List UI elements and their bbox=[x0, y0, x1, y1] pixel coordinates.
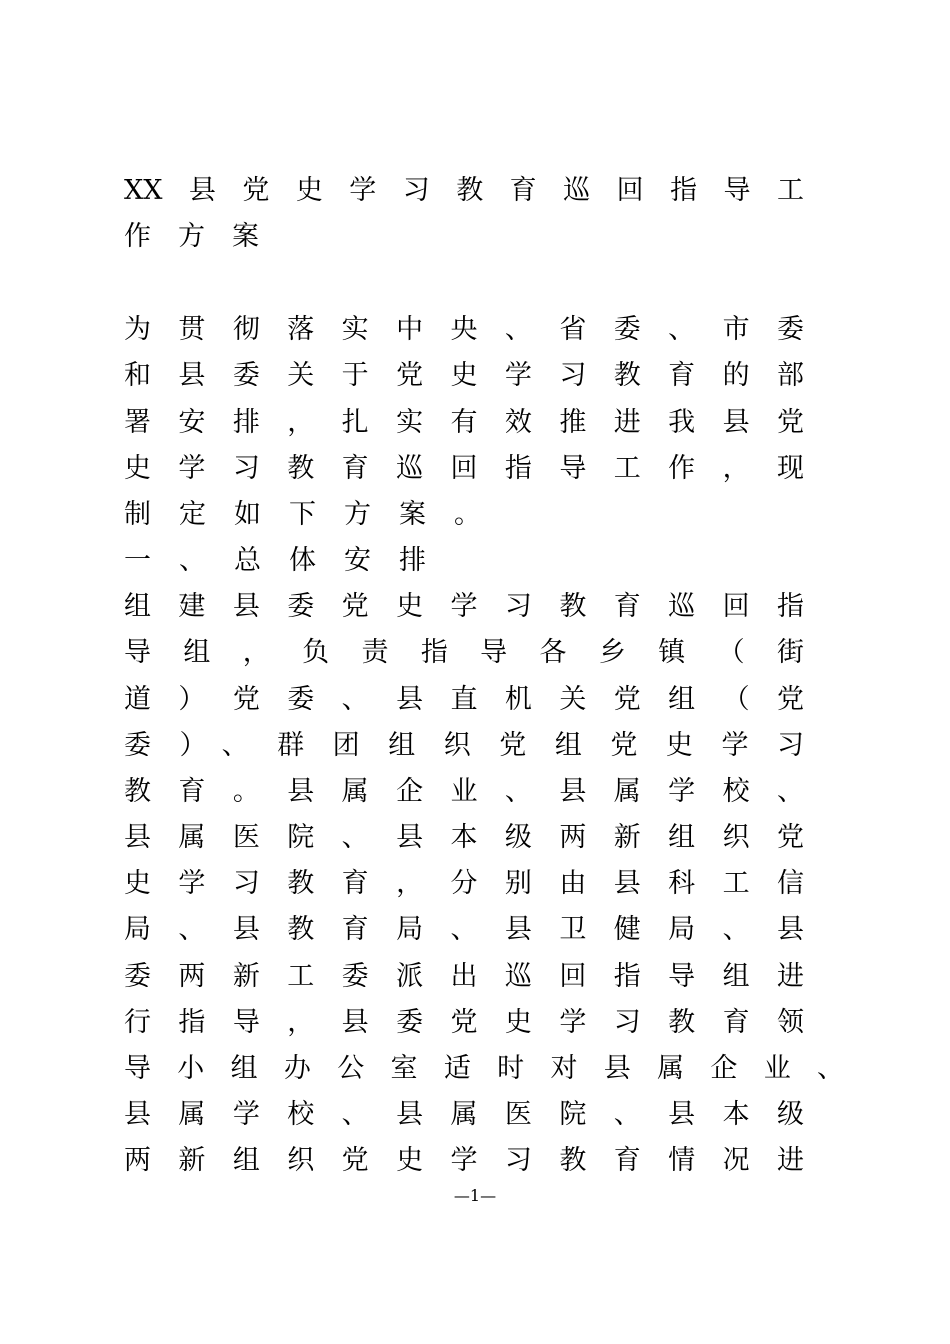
body-line-7: 组建县委党史学习教育巡回指 bbox=[124, 591, 804, 622]
body-line-3: 署安排，扎实有效推进我县党 bbox=[124, 407, 804, 438]
body-line-11: 教育。县属企业、县属学校、 bbox=[124, 776, 804, 807]
body-line-15: 委两新工委派出巡回指导组进 bbox=[124, 961, 804, 992]
page-number: —1— bbox=[453, 1186, 497, 1205]
body-line-18: 县属学校、县属医院、县本级 bbox=[124, 1099, 804, 1130]
body-line-9: 道）党委、县直机关党组（党 bbox=[124, 684, 804, 715]
body-line-13: 史学习教育，分别由县科工信 bbox=[124, 868, 804, 899]
body-line-10: 委）、群团组织党组党史学习 bbox=[124, 730, 804, 761]
body-line-1: 为贯彻落实中央、省委、市委 bbox=[124, 314, 804, 345]
body-line-12: 县属医院、县本级两新组织党 bbox=[124, 822, 804, 853]
title-line-1: XX县党史学习教育巡回指导工 bbox=[124, 175, 804, 206]
body-line-16: 行指导，县委党史学习教育领 bbox=[124, 1007, 804, 1038]
body-line-2: 和县委关于党史学习教育的部 bbox=[124, 360, 804, 391]
body-line-19: 两新组织党史学习教育情况进 bbox=[124, 1145, 804, 1176]
section-heading-1: 一、总体安排 bbox=[124, 545, 454, 576]
body-line-4: 史学习教育巡回指导工作，现 bbox=[124, 453, 804, 484]
body-line-5: 制定如下方案。 bbox=[124, 499, 509, 530]
body-line-17: 导小组办公室适时对县属企业、 bbox=[124, 1053, 844, 1084]
body-line-14: 局、县教育局、县卫健局、县 bbox=[124, 914, 804, 945]
body-line-8: 导组，负责指导各乡镇（街 bbox=[124, 637, 804, 668]
title-line-2: 作方案 bbox=[124, 221, 286, 252]
